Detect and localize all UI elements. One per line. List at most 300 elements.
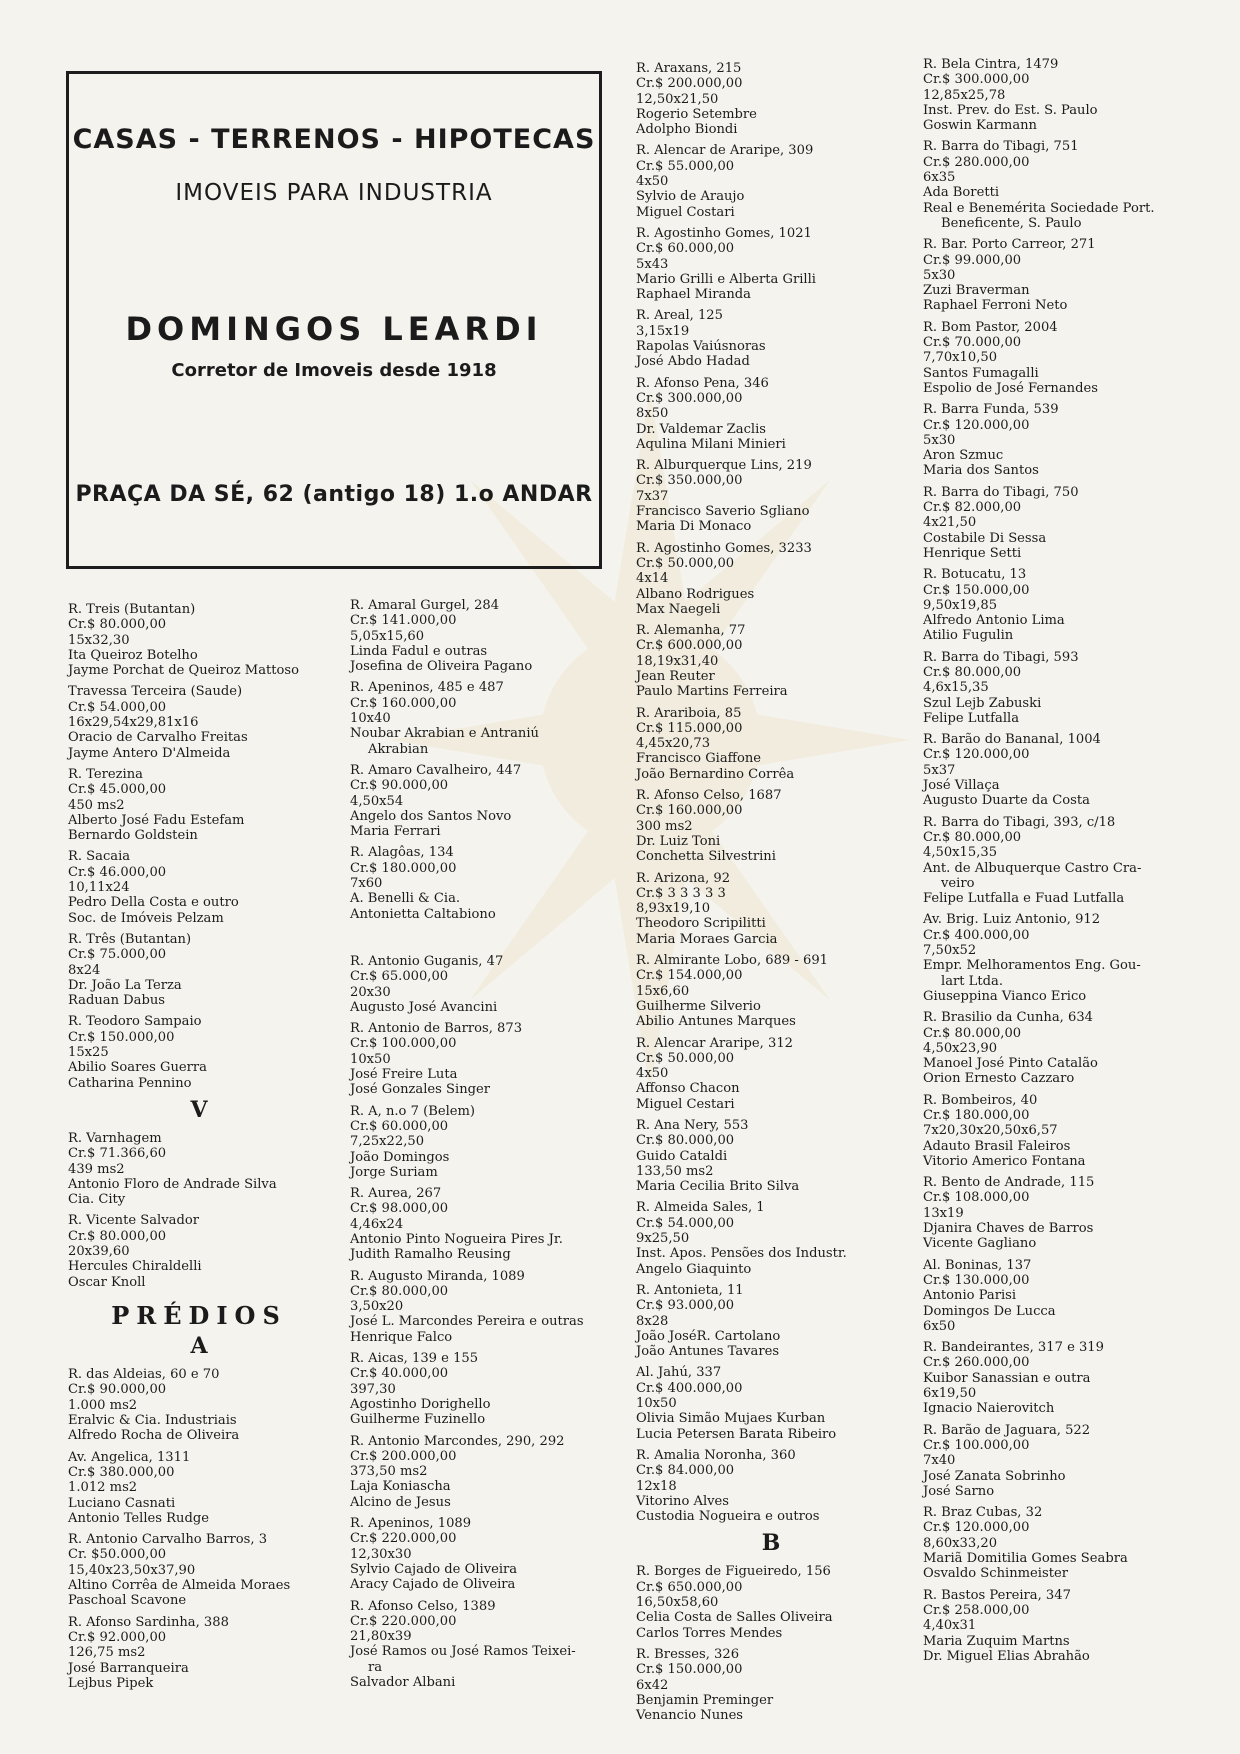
listing-entry <box>923 1588 1193 1664</box>
listing-line: Cr.$ 160.000,00 <box>350 695 457 711</box>
listing-line: Cr.$ 180.000,00 <box>923 1108 1030 1123</box>
listing-line: Celia Costa de Salles Oliveira <box>636 1610 833 1626</box>
listing-address: Al. Jahú, 337 <box>636 1365 722 1381</box>
listing-line: Cr.$ 80.000,00 <box>923 664 1022 680</box>
listing-line: Lejbus Pipek <box>68 1675 154 1691</box>
listing-address: R. Teodoro Sampaio <box>68 1014 202 1030</box>
listing-address: R. Alemanha, 77 <box>636 623 746 639</box>
listing-line: Cr.$ 40.000,00 <box>350 1366 449 1382</box>
listing-line: Cr.$ 90.000,00 <box>350 778 449 794</box>
listing-group <box>636 1564 906 1723</box>
listing-entry <box>636 1564 906 1640</box>
listing-address: R. Alagôas, 134 <box>350 845 454 861</box>
listing-line: José Barranqueira <box>68 1660 189 1676</box>
listing-entry <box>636 871 906 947</box>
listing-line: lart Ltda. <box>941 973 1003 989</box>
listing-line: 4,45x20,73 <box>636 736 711 752</box>
listing-line: Szul Lejb Zabuski <box>923 695 1042 711</box>
listing-entry <box>923 1423 1193 1499</box>
listing-line: 8x28 <box>636 1313 669 1329</box>
listing-line: Cr.$ 80.000,00 <box>636 1133 735 1149</box>
listing-line: Adolpho Biondi <box>636 122 738 138</box>
ad-address: PRAÇA DA SÉ, 62 (antigo 18) 1.o ANDAR <box>75 482 593 507</box>
listing-line: Max Naegeli <box>636 601 721 617</box>
listing-line: 7x20,30x20,50x6,57 <box>923 1123 1058 1139</box>
listing-line: 12,30x30 <box>350 1546 412 1562</box>
listing-line: 9,50x19,85 <box>923 597 998 613</box>
listing-entry <box>636 953 906 1029</box>
listing-line: Albano Rodrigues <box>636 586 755 602</box>
listing-line: Rapolas Vaiúsnoras <box>636 339 766 355</box>
listing-line: Judith Ramalho Reusing <box>350 1247 511 1263</box>
listing-entry <box>636 706 906 782</box>
listing-line: Guilherme Fuzinello <box>350 1412 486 1428</box>
listing-address: R. Afonso Pena, 346 <box>636 375 769 391</box>
listing-entry <box>923 1340 1193 1416</box>
listing-line: A. Benelli & Cia. <box>350 891 461 907</box>
listing-line: Cr.$ 300.000,00 <box>923 72 1030 88</box>
listing-line: veiro <box>941 875 975 891</box>
listing-line: José Ramos ou José Ramos Teixei- <box>350 1644 576 1660</box>
listing-line: Cr.$ 130.000,00 <box>923 1272 1030 1288</box>
listing-entry <box>350 1186 612 1262</box>
listing-line: João Domingos <box>350 1149 450 1165</box>
listing-line: Maria Di Monaco <box>636 519 752 535</box>
listing-line: Cr.$ 380.000,00 <box>68 1464 175 1480</box>
listing-line: Cr.$ 82.000,00 <box>923 500 1022 516</box>
listing-address: R. Antonio de Barros, 873 <box>350 1021 523 1037</box>
listing-entry <box>68 849 330 925</box>
listing-line: Soc. de Imóveis Pelzam <box>68 910 224 926</box>
listing-entry <box>68 1615 330 1691</box>
listing-line: 6x42 <box>636 1677 669 1693</box>
listing-line: Vicente Gagliano <box>923 1236 1037 1252</box>
listing-line: Jayme Porchat de Queiroz Mattoso <box>68 663 300 679</box>
listing-line: José Zanata Sobrinho <box>923 1468 1066 1484</box>
listing-address: R. Alencar Araripe, 312 <box>636 1035 793 1051</box>
listing-address: R. Agostinho Gomes, 1021 <box>636 225 812 241</box>
listing-line: Aron Szmuc <box>923 448 1004 464</box>
listing-line: Raduan Dabus <box>68 993 166 1009</box>
listing-line: José Abdo Hadad <box>636 354 750 370</box>
listing-line: José Villaça <box>923 778 1000 794</box>
listing-line: 16,50x58,60 <box>636 1595 719 1611</box>
listing-line: Venancio Nunes <box>636 1708 744 1724</box>
listing-line: Cr.$ 45.000,00 <box>68 782 167 798</box>
listing-address: R. Amaro Cavalheiro, 447 <box>350 762 522 778</box>
listing-line: Beneficente, S. Paulo <box>941 215 1082 231</box>
listing-line: Mariã Domitilia Gomes Seabra <box>923 1551 1128 1567</box>
listing-line: Cr.$ 50.000,00 <box>636 555 735 571</box>
listing-line: Cr.$ 108.000,00 <box>923 1190 1030 1206</box>
listing-line: Djanira Chaves de Barros <box>923 1221 1094 1237</box>
listing-line: Aqulina Milani Minieri <box>636 436 786 452</box>
listing-address: R. Barão de Jaguara, 522 <box>923 1422 1091 1438</box>
listing-entry <box>68 684 330 760</box>
listing-line: Noubar Akrabian e Antraniú <box>350 726 539 742</box>
listing-line: Cr.$ 120.000,00 <box>923 747 1030 763</box>
listing-line: 3,50x20 <box>350 1299 404 1315</box>
listing-line: Cr.$ 141.000,00 <box>350 613 457 629</box>
listing-entry <box>923 1175 1193 1251</box>
listing-entry <box>350 1269 612 1345</box>
listing-entry <box>68 1450 330 1526</box>
listing-address: R. Almirante Lobo, 689 - 691 <box>636 953 829 969</box>
listing-address: R. Barão do Bananal, 1004 <box>923 732 1101 748</box>
listing-line: Ignacio Naierovitch <box>923 1401 1055 1417</box>
listing-group <box>350 598 612 922</box>
listing-line: 5,05x15,60 <box>350 628 425 644</box>
listing-address: R. Aurea, 267 <box>350 1186 442 1202</box>
listing-line: 15x6,60 <box>636 983 690 999</box>
listing-line: Cr.$ 3 3 3 3 3 <box>636 885 726 901</box>
listing-line: Dr. Valdemar Zaclis <box>636 421 766 437</box>
listing-address: R. Varnhagem <box>68 1130 162 1146</box>
listing-address: R. Borges de Figueiredo, 156 <box>636 1564 831 1580</box>
listing-line: 8,93x19,10 <box>636 901 711 917</box>
listing-line: Maria Ferrari <box>350 824 441 840</box>
listing-line: 8x24 <box>68 962 101 978</box>
section-letter-a: A <box>190 1333 208 1360</box>
listing-address: R. Bom Pastor, 2004 <box>923 319 1058 335</box>
listing-line: Cr.$ 200.000,00 <box>350 1448 457 1464</box>
listing-address: R. Arariboia, 85 <box>636 705 742 721</box>
listing-line: Rogerio Setembre <box>636 106 757 122</box>
listing-address: R. Vicente Salvador <box>68 1213 199 1229</box>
listing-entry <box>350 1021 612 1097</box>
listing-line: Cr.$ 46.000,00 <box>68 864 167 880</box>
listing-address: R. Bento de Andrade, 115 <box>923 1175 1095 1191</box>
listing-address: R. Botucatu, 13 <box>923 567 1027 583</box>
listing-line: Benjamin Preminger <box>636 1692 774 1708</box>
listing-line: Dr. Miguel Elias Abrahão <box>923 1648 1090 1664</box>
listing-group <box>636 61 906 1524</box>
listing-address: R. Barra do Tibagi, 593 <box>923 649 1079 665</box>
listing-line: 397,30 <box>350 1381 396 1397</box>
listing-line: Costabile Di Sessa <box>923 530 1047 546</box>
listing-line: Antonietta Caltabiono <box>350 906 496 922</box>
listing-line: João Antunes Tavares <box>636 1344 780 1360</box>
listing-line: 15,40x23,50x37,90 <box>68 1562 196 1578</box>
listing-line: 7x40 <box>923 1453 956 1469</box>
listing-group <box>350 954 612 1690</box>
listing-line: Manoel José Pinto Catalão <box>923 1056 1098 1072</box>
listing-column-3 <box>636 61 906 1729</box>
listing-entry <box>923 1093 1193 1169</box>
listing-line: Miguel Costari <box>636 204 735 220</box>
listing-line: Cr.$ 60.000,00 <box>636 241 735 257</box>
listing-address: R. Alencar de Araripe, 309 <box>636 143 814 159</box>
listing-line: Maria dos Santos <box>923 463 1039 479</box>
listing-entry <box>923 57 1193 133</box>
ad-broker-name: DOMINGOS LEARDI <box>125 310 543 348</box>
listing-line: 126,75 ms2 <box>68 1645 146 1661</box>
listing-line: Lucia Petersen Barata Ribeiro <box>636 1426 837 1442</box>
listing-line: 4,46x24 <box>350 1216 404 1232</box>
listing-address: R. Brasilio da Cunha, 634 <box>923 1010 1093 1026</box>
listing-line: Cr.$ 120.000,00 <box>923 417 1030 433</box>
listing-line: Cr.$ 100.000,00 <box>350 1036 457 1052</box>
listing-line: Maria Zuquim Martns <box>923 1633 1070 1649</box>
listing-line: Vitorio Americo Fontana <box>923 1153 1086 1169</box>
listing-line: Cr.$ 120.000,00 <box>923 1520 1030 1536</box>
listing-line: Raphael Miranda <box>636 287 751 303</box>
listing-entry <box>923 139 1193 231</box>
listing-line: Catharina Pennino <box>68 1075 192 1091</box>
listing-line: Miguel Cestari <box>636 1096 735 1112</box>
listing-line: Sylvio de Araujo <box>636 189 745 205</box>
listing-line: Alcino de Jesus <box>350 1494 451 1510</box>
listing-entry <box>350 1104 612 1180</box>
listing-line: Cr.$ 600.000,00 <box>636 638 743 654</box>
listing-address: R. das Aldeias, 60 e 70 <box>68 1367 220 1383</box>
listing-entry <box>350 1599 612 1691</box>
listing-line: Cr.$ 54.000,00 <box>636 1215 735 1231</box>
listing-group <box>68 602 330 1091</box>
listing-line: 21,80x39 <box>350 1629 412 1645</box>
listing-line: Hercules Chiraldelli <box>68 1259 202 1275</box>
listing-address: R. Braz Cubas, 32 <box>923 1505 1043 1521</box>
listing-line: José L. Marcondes Pereira e outras <box>350 1314 584 1330</box>
listing-line: Guido Cataldi <box>636 1148 728 1164</box>
listing-group <box>68 1367 330 1691</box>
listing-line: 12,85x25,78 <box>923 87 1006 103</box>
listing-line: Espolio de José Fernandes <box>923 380 1098 396</box>
listing-line: Altino Corrêa de Almeida Moraes <box>68 1578 291 1594</box>
listing-line: Cr.$ 75.000,00 <box>68 947 167 963</box>
listing-address: R. Treis (Butantan) <box>68 602 196 617</box>
real-estate-advertisement <box>66 71 602 569</box>
listing-line: 8,60x33,20 <box>923 1535 998 1551</box>
listing-line: 5x43 <box>636 256 669 272</box>
listing-entry <box>68 1367 330 1443</box>
listing-line: Francisco Saverio Sgliano <box>636 504 810 520</box>
listing-line: Cr.$ 160.000,00 <box>636 803 743 819</box>
listing-entry <box>923 815 1193 907</box>
listing-line: 16x29,54x29,81x16 <box>68 715 199 731</box>
listing-entry <box>350 1434 612 1510</box>
listing-address: R. Amaral Gurgel, 284 <box>350 598 500 613</box>
listing-address: Travessa Terceira (Saude) <box>68 684 243 700</box>
ad-tagline: Corretor de Imoveis desde 1918 <box>171 360 497 381</box>
listing-line: 10x50 <box>350 1051 391 1067</box>
listing-entry <box>923 1505 1193 1581</box>
listing-line: João Bernardino Corrêa <box>636 766 795 782</box>
listing-line: Cr.$ 54.000,00 <box>68 699 167 715</box>
listing-address: R. Bresses, 326 <box>636 1646 740 1662</box>
listing-line: Oracio de Carvalho Freitas <box>68 730 248 746</box>
listing-line: 133,50 ms2 <box>636 1163 714 1179</box>
listing-line: 10x50 <box>636 1396 677 1412</box>
listing-address: Av. Brig. Luiz Antonio, 912 <box>923 912 1101 928</box>
listing-entry <box>636 788 906 864</box>
listing-line: Angelo Giaquinto <box>636 1261 752 1277</box>
listing-line: Felipe Lutfalla e Fuad Lutfalla <box>923 891 1125 907</box>
listing-address: R. Terezina <box>68 766 143 782</box>
listing-line: Santos Fumagalli <box>923 365 1039 381</box>
listing-line: Augusto Duarte da Costa <box>923 793 1090 809</box>
listing-line: 18,19x31,40 <box>636 653 719 669</box>
listing-line: 4x14 <box>636 571 669 587</box>
listing-line: Cr.$ 150.000,00 <box>68 1029 175 1045</box>
listing-line: Antonio Pinto Nogueira Pires Jr. <box>350 1231 563 1247</box>
listing-line: Cr.$ 80.000,00 <box>350 1283 449 1299</box>
listing-entry <box>350 680 612 756</box>
listing-line: Cr.$ 300.000,00 <box>636 390 743 406</box>
listing-line: Inst. Prev. do Est. S. Paulo <box>923 102 1098 118</box>
listing-line: 20x30 <box>350 984 391 1000</box>
listing-entry <box>68 767 330 843</box>
listing-entry <box>923 320 1193 396</box>
listing-column-1 <box>68 602 330 1697</box>
listing-address: R. Araxans, 215 <box>636 61 742 76</box>
listing-address: R. Alburquerque Lins, 219 <box>636 458 812 474</box>
listing-line: Henrique Setti <box>923 545 1022 561</box>
listing-entry <box>68 1213 330 1289</box>
listing-line: Vitorino Alves <box>636 1493 729 1509</box>
listing-line: Conchetta Silvestrini <box>636 849 776 865</box>
listing-address: R. Bar. Porto Carreor, 271 <box>923 237 1096 253</box>
listing-entry <box>68 1532 330 1608</box>
listing-line: Cr.$ 80.000,00 <box>923 829 1022 845</box>
listing-line: 4x50 <box>636 174 669 190</box>
listing-line: Ita Queiroz Botelho <box>68 647 198 663</box>
listing-line: Bernardo Goldstein <box>68 828 198 844</box>
listing-line: Giuseppina Vianco Erico <box>923 988 1087 1004</box>
listing-line: Cr.$ 220.000,00 <box>350 1613 457 1629</box>
listing-address: R. Afonso Celso, 1687 <box>636 788 782 804</box>
listing-line: Cr.$ 70.000,00 <box>923 335 1022 351</box>
listing-line: Kuibor Sanassian e outra <box>923 1370 1091 1386</box>
listing-line: Antonio Parisi <box>923 1288 1017 1304</box>
listing-line: Sylvio Cajado de Oliveira <box>350 1561 518 1577</box>
listing-line: Dr. João La Terza <box>68 977 182 993</box>
listing-address: R. Agostinho Gomes, 3233 <box>636 540 812 556</box>
listing-line: 15x32,30 <box>68 632 130 648</box>
listing-address: R. Bastos Pereira, 347 <box>923 1587 1071 1603</box>
listing-line: 439 ms2 <box>68 1161 125 1177</box>
listing-entry <box>350 845 612 921</box>
listing-line: 450 ms2 <box>68 797 125 813</box>
listing-line: Alberto José Fadu Estefam <box>68 812 245 828</box>
listing-line: Domingos De Lucca <box>923 1303 1056 1319</box>
listing-address: R. Bandeirantes, 317 e 319 <box>923 1340 1104 1356</box>
listing-entry <box>636 376 906 452</box>
listing-line: Ada Boretti <box>923 185 1000 201</box>
listing-address: R. Barra Funda, 539 <box>923 402 1059 418</box>
listing-line: Maria Cecilia Brito Silva <box>636 1179 800 1195</box>
listing-entry <box>636 1365 906 1441</box>
listing-entry <box>636 458 906 534</box>
listing-entry <box>350 954 612 1015</box>
section-letter-b: B <box>761 1530 781 1557</box>
listing-line: Agostinho Dorighello <box>350 1396 491 1412</box>
listing-line: Inst. Apos. Pensões dos Industr. <box>636 1246 847 1262</box>
listing-entry <box>636 1448 906 1524</box>
listing-line: 12,50x21,50 <box>636 91 719 107</box>
listing-entry <box>636 1647 906 1723</box>
listing-address: R. Amalia Noronha, 360 <box>636 1447 796 1463</box>
listing-address: R. Três (Butantan) <box>68 931 192 947</box>
listing-entry <box>68 932 330 1008</box>
listing-entry <box>68 602 330 678</box>
listing-line: Dr. Luiz Toni <box>636 833 721 849</box>
listing-address: R. Areal, 125 <box>636 308 723 324</box>
listing-line: 4x50 <box>636 1066 669 1082</box>
listing-entry <box>923 402 1193 478</box>
listing-entry <box>923 567 1193 643</box>
listing-line: Carlos Torres Mendes <box>636 1625 783 1641</box>
listing-line: 4,50x23,90 <box>923 1040 998 1056</box>
listing-line: Cr.$ 50.000,00 <box>636 1050 735 1066</box>
listing-line: Cr. $50.000,00 <box>68 1547 167 1563</box>
listing-address: R. Apeninos, 1089 <box>350 1516 472 1532</box>
listing-entry <box>923 485 1193 561</box>
listing-entry <box>636 1118 906 1194</box>
listing-address: R. Antonieta, 11 <box>636 1282 744 1298</box>
listing-line: Aracy Cajado de Oliveira <box>350 1577 516 1593</box>
listing-entry <box>636 1036 906 1112</box>
listing-entry <box>923 1258 1193 1334</box>
listing-line: Felipe Lutfalla <box>923 710 1020 726</box>
listing-line: José Sarno <box>923 1483 995 1499</box>
ad-heading: CASAS - TERRENOS - HIPOTECAS <box>72 124 596 155</box>
listing-line: 15x25 <box>68 1045 109 1061</box>
listing-line: Cia. City <box>68 1192 126 1208</box>
listing-entry <box>350 1516 612 1592</box>
listing-address: R. Augusto Miranda, 1089 <box>350 1268 525 1284</box>
listing-line: 6x35 <box>923 170 956 186</box>
listing-line: João JoséR. Cartolano <box>636 1328 781 1344</box>
listing-line: Cr.$ 350.000,00 <box>636 473 743 489</box>
listing-line: Pedro Della Costa e outro <box>68 895 239 911</box>
listing-line: José Gonzales Singer <box>350 1082 491 1098</box>
listing-line: 13x19 <box>923 1205 964 1221</box>
listing-line: 7,25x22,50 <box>350 1134 425 1150</box>
listing-entry <box>350 763 612 839</box>
listing-line: 7x60 <box>350 876 383 892</box>
listing-entry <box>68 1131 330 1207</box>
listing-address: R. Afonso Celso, 1389 <box>350 1598 496 1614</box>
listing-line: 1.000 ms2 <box>68 1397 138 1413</box>
listing-line: Cr.$ 90.000,00 <box>68 1382 167 1398</box>
listing-line: 4x21,50 <box>923 515 977 531</box>
listing-address: Av. Angelica, 1311 <box>68 1449 191 1465</box>
listing-line: 8x50 <box>636 406 669 422</box>
listing-entry <box>350 598 612 674</box>
listing-line: Josefina de Oliveira Pagano <box>350 659 533 675</box>
listing-line: Cr.$ 650.000,00 <box>636 1579 743 1595</box>
listing-line: 5x30 <box>923 267 956 283</box>
listing-entry <box>923 1010 1193 1086</box>
listing-line: 3,15x19 <box>636 323 690 339</box>
listing-line: Real e Benemérita Sociedade Port. <box>923 200 1155 216</box>
listing-line: 4,40x31 <box>923 1618 977 1634</box>
ad-subheading: IMOVEIS PARA INDUSTRIA <box>175 180 493 206</box>
listing-line: Cr.$ 80.000,00 <box>68 617 167 633</box>
listing-address: R. Apeninos, 485 e 487 <box>350 680 504 696</box>
listing-group <box>923 57 1193 1664</box>
listing-line: 1.012 ms2 <box>68 1480 138 1496</box>
listing-line: Cr.$ 71.366,60 <box>68 1146 167 1162</box>
listing-address: R. Barra do Tibagi, 751 <box>923 139 1079 155</box>
listing-line: Zuzi Braverman <box>923 283 1030 299</box>
section-title-predios: PRÉDIOS <box>111 1300 287 1330</box>
listing-line: 20x39,60 <box>68 1243 130 1259</box>
listing-line: Paschoal Scavone <box>68 1593 187 1609</box>
listing-line: Abilio Soares Guerra <box>68 1060 207 1076</box>
listing-entry <box>923 237 1193 313</box>
